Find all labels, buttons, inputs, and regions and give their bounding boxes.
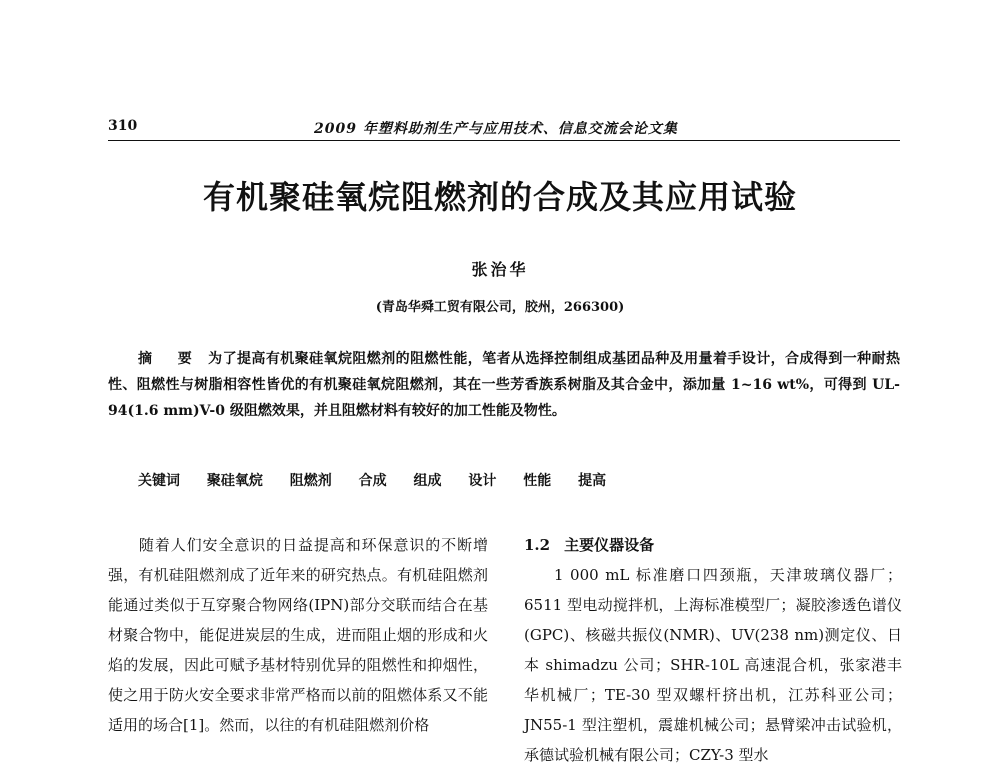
running-header [108,116,900,140]
author-name: 张治华 [471,260,529,279]
equipment-text: 1 000 mL 标准磨口四颈瓶，天津玻璃仪器厂；6511 型电动搅拌机，上海标准模型厂；凝胶渗透色谱仪(GPC)、核磁共振仪(NMR)、UV(238 nm)测定仪、日本 shimadzu 公司；SHR-10L 高速混合机，张家港丰华机械厂；TE-30 型双螺杆挤出机，江苏科亚公司；JN55-1 型注塑机，震雄机械公司；悬臂梁冲击试验机，承德试验机械有限公司；CZY-3 型水 [524,566,902,764]
left-column [108,530,488,740]
keyword: 阻燃剂 [289,473,332,489]
page-number: 310 [108,118,138,134]
author-affiliation: (青岛华舜工贸有限公司，胶州，266300) [375,300,625,315]
keyword: 合成 [358,473,387,489]
section-heading [524,530,902,560]
abstract-text: 为了提高有机聚硅氧烷阻燃剂的阻燃性能，笔者从选择控制组成基团品种及用量着手设计，合成得到一种耐热性、阻燃性与树脂相容性皆优的有机聚硅氧烷阻燃剂，其在一些芳香族系树脂及其合金中，添加量 1~16 wt%，可得到 UL-94(1.6 mm)V-0 级阻燃效果，并且阻燃材料有较好的加工性能及物性。 [108,351,901,419]
header-rule [108,140,900,141]
section-number: 1.2 [524,536,551,554]
section-title: 主要仪器设备 [564,536,655,554]
abstract-label: 摘 要 [138,351,203,367]
keyword: 组成 [413,473,442,489]
intro-text: 随着人们安全意识的日益提高和环保意识的不断增强，有机硅阻燃剂成了近年来的研究热点。有机硅阻燃剂能通过类似于互穿聚合物网络(IPN)部分交联而结合在基材聚合物中，能促进炭层的生成，进而阻止烟的形成和火焰的发展，因此可赋予基材特别优异的阻燃性和抑烟性，使之用于防火安全要求非常严格而以前的阻燃体系又不能适用的场合[1]。然而，以往的有机硅阻燃剂价格 [108,536,488,734]
right-column [524,530,902,770]
keywords-label: 关键词 [138,473,180,489]
keyword: 设计 [468,473,497,489]
abstract [108,346,900,424]
keywords [138,470,898,490]
keyword: 聚硅氧烷 [206,473,263,489]
paper-title: 有机聚硅氧烷阻燃剂的合成及其应用试验 [202,178,797,216]
intro-paragraph [108,530,488,740]
journal-title: 2009 年塑料助剂生产与应用技术、信息交流会论文集 [314,121,678,137]
keyword: 提高 [578,473,607,489]
equipment-paragraph [524,560,902,770]
keyword: 性能 [523,473,552,489]
